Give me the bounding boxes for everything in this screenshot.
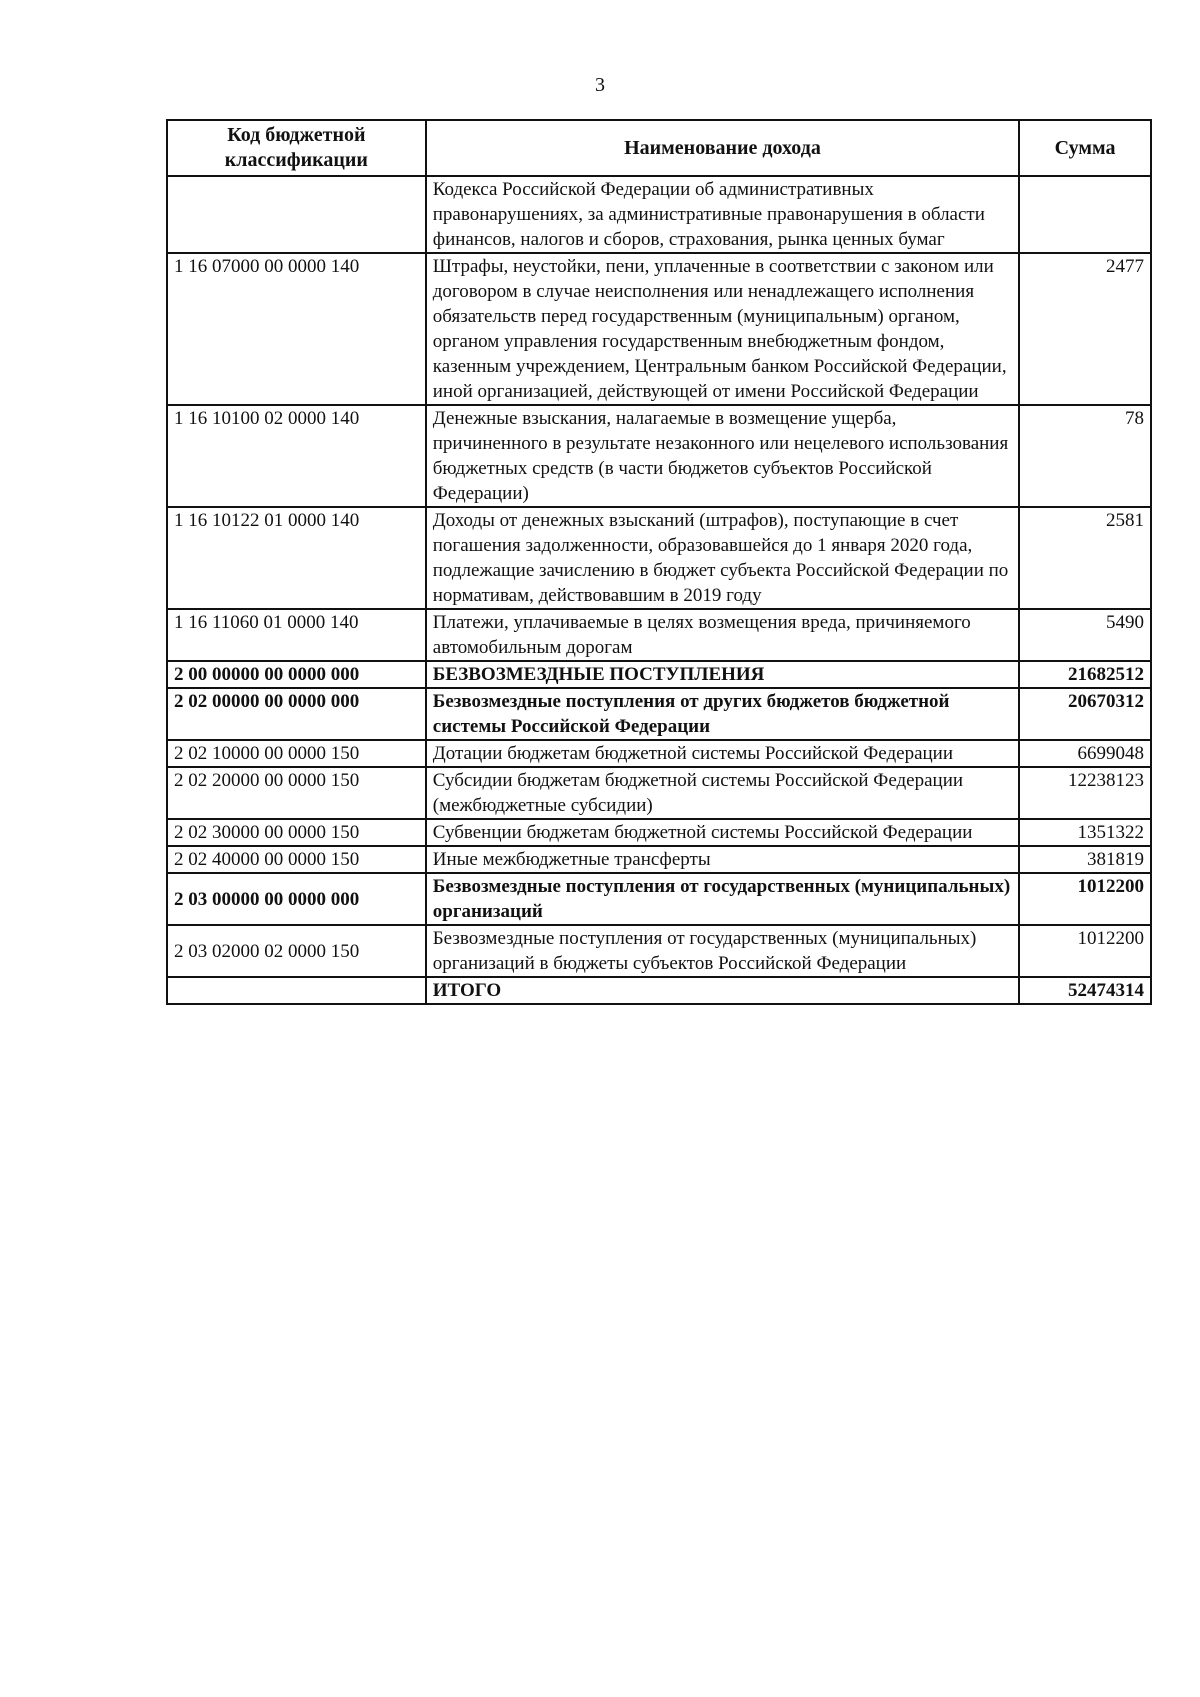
row-code: 2 02 10000 00 0000 150 [167,740,426,767]
row-sum: 6699048 [1019,740,1151,767]
row-sum: 21682512 [1019,661,1151,688]
row-sum: 12238123 [1019,767,1151,819]
row-code: 2 02 20000 00 0000 150 [167,767,426,819]
row-sum: 381819 [1019,846,1151,873]
row-code: 1 16 07000 00 0000 140 [167,253,426,405]
row-sum: 2581 [1019,507,1151,609]
table-row [167,609,1151,661]
row-name: Штрафы, неустойки, пени, уплаченные в соответствии с законом или договором в случае неисполнения или ненадлежащего исполнения обязательств перед государственным (муниципальным) органом, органом управления государственным внебюджетным фондом, казенным учреждением, Центральным банком Российской Федерации, иной организацией, действующей от имени Российской Федерации [426,253,1019,405]
table-header-row [167,120,1151,176]
header-name: Наименование дохода [426,120,1019,176]
row-code: 2 02 30000 00 0000 150 [167,819,426,846]
row-sum: 1351322 [1019,819,1151,846]
row-code: 2 02 00000 00 0000 000 [167,688,426,740]
row-sum: 52474314 [1019,977,1151,1004]
row-name: Кодекса Российской Федерации об административных правонарушениях, за административные правонарушения в области финансов, налогов и сборов, страхования, рынка ценных бумаг [426,176,1019,253]
header-sum: Сумма [1019,120,1151,176]
table-row [167,767,1151,819]
table-body [167,176,1151,1004]
table-row [167,925,1151,977]
row-code: 2 02 40000 00 0000 150 [167,846,426,873]
row-code: 1 16 10100 02 0000 140 [167,405,426,507]
row-name: Субвенции бюджетам бюджетной системы Российской Федерации [426,819,1019,846]
row-sum: 20670312 [1019,688,1151,740]
row-name: Безвозмездные поступления от государственных (муниципальных) организаций [426,873,1019,925]
table-row [167,977,1151,1004]
row-sum: 78 [1019,405,1151,507]
row-name: Субсидии бюджетам бюджетной системы Российской Федерации (межбюджетные субсидии) [426,767,1019,819]
table-row [167,176,1151,253]
row-code: 2 03 00000 00 0000 000 [167,873,426,925]
row-sum: 1012200 [1019,873,1151,925]
row-sum: 2477 [1019,253,1151,405]
row-name: Платежи, уплачиваемые в целях возмещения вреда, причиняемого автомобильным дорогам [426,609,1019,661]
table-row [167,688,1151,740]
table-row [167,740,1151,767]
row-code: 2 03 02000 02 0000 150 [167,925,426,977]
table-row [167,661,1151,688]
revenue-table [166,119,1152,1005]
row-code: 1 16 10122 01 0000 140 [167,507,426,609]
row-name: БЕЗВОЗМЕЗДНЫЕ ПОСТУПЛЕНИЯ [426,661,1019,688]
table-row [167,873,1151,925]
row-name: Иные межбюджетные трансферты [426,846,1019,873]
table-row [167,819,1151,846]
row-code: 1 16 11060 01 0000 140 [167,609,426,661]
page-number: 3 [595,74,605,96]
header-code: Код бюджетной классификации [167,120,426,176]
row-code [167,977,426,1004]
row-code: 2 00 00000 00 0000 000 [167,661,426,688]
row-name: Безвозмездные поступления от других бюджетов бюджетной системы Российской Федерации [426,688,1019,740]
row-sum: 1012200 [1019,925,1151,977]
table-row [167,405,1151,507]
row-sum: 5490 [1019,609,1151,661]
table-row [167,507,1151,609]
table-row [167,253,1151,405]
row-name: Доходы от денежных взысканий (штрафов), поступающие в счет погашения задолженности, образовавшейся до 1 января 2020 года, подлежащие зачислению в бюджет субъекта Российской Федерации по нормативам, действовавшим в 2019 году [426,507,1019,609]
row-name: Дотации бюджетам бюджетной системы Российской Федерации [426,740,1019,767]
row-name: ИТОГО [426,977,1019,1004]
row-name: Безвозмездные поступления от государственных (муниципальных) организаций в бюджеты субъектов Российской Федерации [426,925,1019,977]
table-row [167,846,1151,873]
row-name: Денежные взыскания, налагаемые в возмещение ущерба, причиненного в результате незаконного или нецелевого использования бюджетных средств (в части бюджетов субъектов Российской Федерации) [426,405,1019,507]
row-code [167,176,426,253]
row-sum [1019,176,1151,253]
